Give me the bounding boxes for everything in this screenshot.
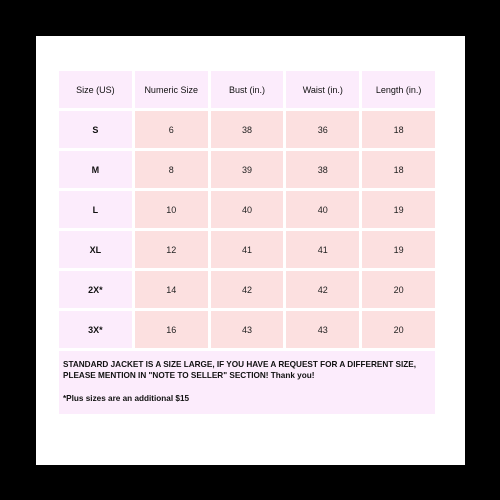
numeric-size-cell: 8 [135, 151, 208, 188]
numeric-size-cell: 10 [135, 191, 208, 228]
numeric-size-cell: 12 [135, 231, 208, 268]
size-note-box [59, 351, 435, 414]
length-cell: 18 [362, 111, 435, 148]
bust-cell: 39 [211, 151, 284, 188]
bust-cell: 43 [211, 311, 284, 348]
length-cell: 18 [362, 151, 435, 188]
size-chart [56, 68, 438, 414]
length-cell: 20 [362, 271, 435, 308]
length-cell: 19 [362, 231, 435, 268]
size-label: 3X* [59, 311, 132, 348]
header-bust: Bust (in.) [211, 71, 284, 108]
size-chart-canvas [36, 36, 465, 465]
waist-cell: 38 [286, 151, 359, 188]
standard-size-note: STANDARD JACKET IS A SIZE LARGE, IF YOU HAVE A REQUEST FOR A DIFFERENT SIZE, PLEASE MENTION IN "NOTE TO SELLER" SECTION! Thank you! [63, 360, 416, 380]
table-row [59, 311, 435, 348]
header-length: Length (in.) [362, 71, 435, 108]
numeric-size-cell: 16 [135, 311, 208, 348]
table-row [59, 271, 435, 308]
bust-cell: 41 [211, 231, 284, 268]
bust-cell: 38 [211, 111, 284, 148]
table-row [59, 191, 435, 228]
waist-cell: 36 [286, 111, 359, 148]
length-cell: 20 [362, 311, 435, 348]
waist-cell: 40 [286, 191, 359, 228]
header-size: Size (US) [59, 71, 132, 108]
header-waist: Waist (in.) [286, 71, 359, 108]
size-label: S [59, 111, 132, 148]
numeric-size-cell: 14 [135, 271, 208, 308]
size-label: XL [59, 231, 132, 268]
size-label: L [59, 191, 132, 228]
size-label: M [59, 151, 132, 188]
numeric-size-cell: 6 [135, 111, 208, 148]
length-cell: 19 [362, 191, 435, 228]
table-row [59, 151, 435, 188]
waist-cell: 42 [286, 271, 359, 308]
table-row [59, 231, 435, 268]
header-row [59, 71, 435, 108]
plus-size-note: *Plus sizes are an additional $15 [63, 394, 190, 403]
table-row [59, 111, 435, 148]
header-numeric-size: Numeric Size [135, 71, 208, 108]
size-table [56, 68, 438, 351]
bust-cell: 42 [211, 271, 284, 308]
size-label: 2X* [59, 271, 132, 308]
bust-cell: 40 [211, 191, 284, 228]
waist-cell: 41 [286, 231, 359, 268]
waist-cell: 43 [286, 311, 359, 348]
